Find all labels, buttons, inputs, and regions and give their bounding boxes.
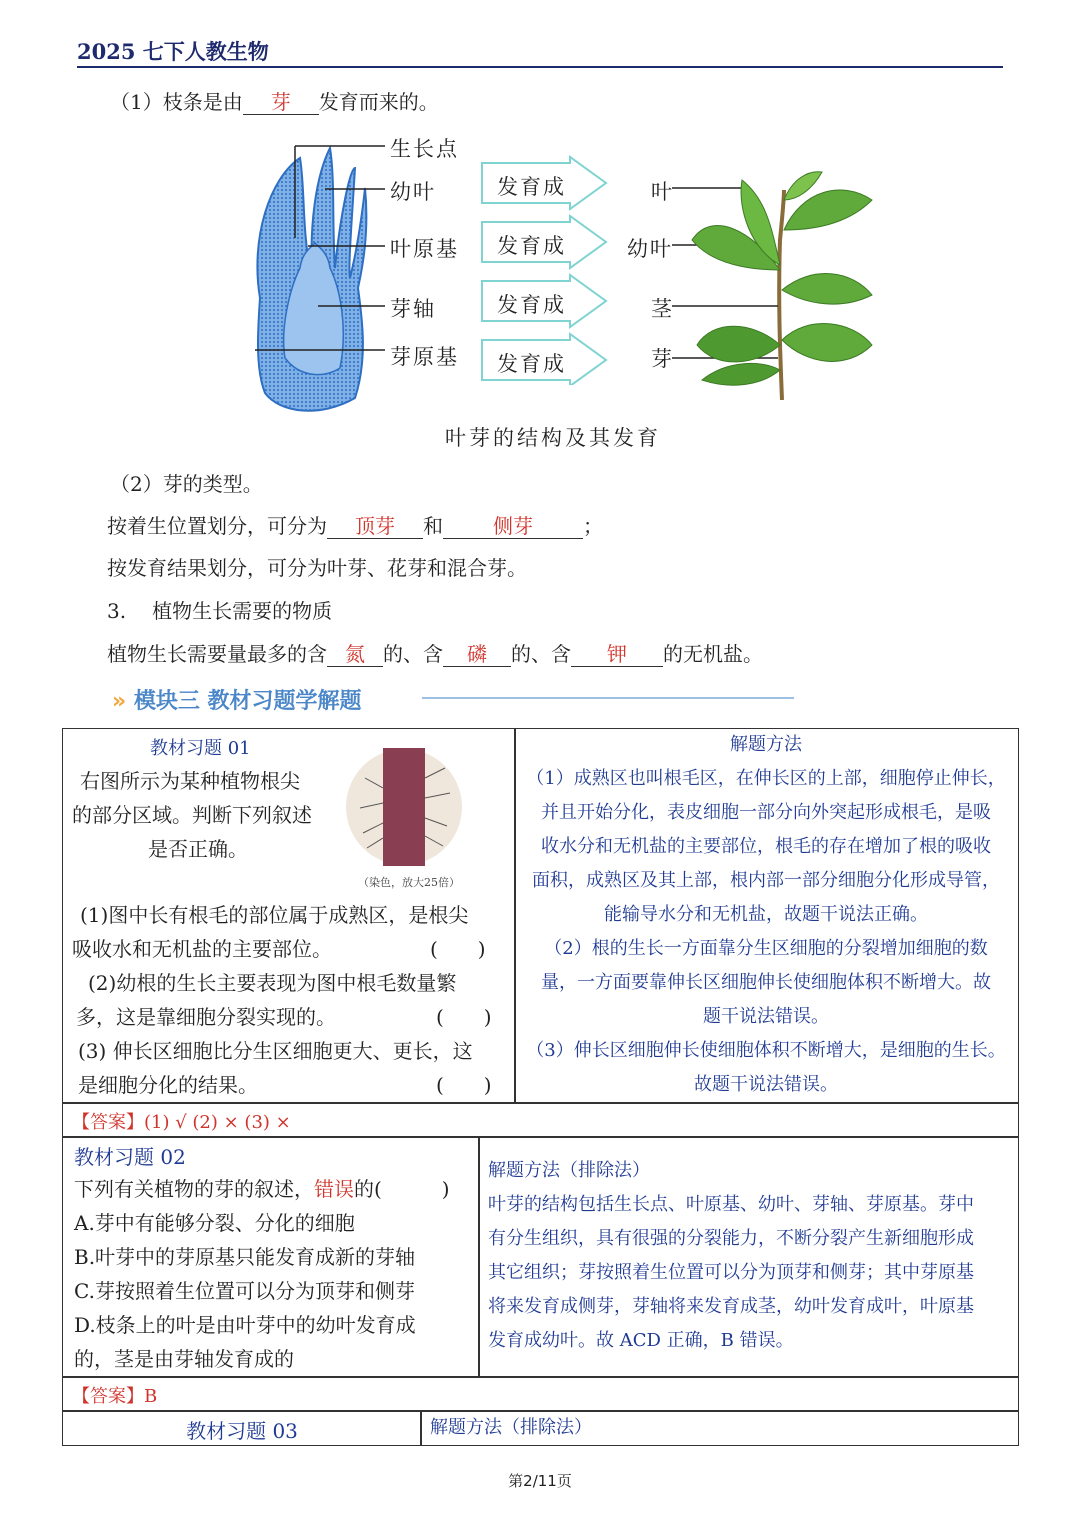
ex2-method-line-4: 将来发育成侧芽，芽轴将来发育成茎，幼叶发育成叶，叶原基	[488, 1296, 974, 1317]
section3-line	[107, 638, 763, 667]
ex1-method-line-4: 面积，成熟区及其上部，根内部一部分细胞分化形成导管，	[532, 870, 1000, 891]
ex1-bracket-2: ( )	[436, 1005, 492, 1029]
q1-suffix: 发育而来的。	[318, 90, 439, 114]
ex1-method-title: 解题方法	[730, 734, 802, 755]
ex2-option-c: C.芽按照着生位置可以分为顶芽和侧芽	[74, 1279, 415, 1303]
leafy-branch-image	[672, 170, 882, 400]
ex2-stem-emphasis: 错误	[314, 1177, 354, 1201]
ex3-title: 教材习题 03	[186, 1419, 298, 1443]
arrow-label-2: 发育成	[497, 234, 566, 258]
ex2-option-d1: D.枝条上的叶是由叶芽中的幼叶发育成	[74, 1313, 416, 1337]
ex2-method-line-3: 其它组织；芽按照着生位置可以分为顶芽和侧芽；其中芽原基	[488, 1262, 974, 1283]
module-heading	[112, 684, 362, 715]
s2-prefix: 按着生位置划分，可分为	[107, 514, 327, 538]
s3-title: 植物生长需要的物质	[152, 599, 333, 623]
module-title: 模块三 教材习题学解题	[133, 689, 362, 714]
ex1-title: 教材习题 01	[150, 738, 251, 759]
section3-title	[107, 595, 332, 624]
ex1-bracket-1: ( )	[430, 937, 486, 961]
ex2-method-title: 解题方法（排除法）	[488, 1160, 650, 1181]
ex1-statement-3a: (3) 伸长区细胞比分生区细胞更大、更长，这	[78, 1039, 473, 1063]
ex2-stem-suffix: 的( )	[354, 1177, 450, 1201]
ex2-stem	[74, 1172, 450, 1206]
ex1-statement-1b: 吸收水和无机盐的主要部位。	[72, 937, 332, 961]
ex2-stem-prefix: 下列有关植物的芽的叙述，	[74, 1177, 314, 1201]
ex2-option-a: A.芽中有能够分裂、分化的细胞	[74, 1211, 355, 1235]
answer-potassium: 钾	[571, 642, 663, 667]
answer-terminal-bud: 顶芽	[327, 514, 423, 539]
section2-line1	[107, 510, 603, 539]
root-tip-caption: （染色，放大25倍）	[358, 876, 460, 889]
section2-line2: 按发育结果划分，可分为叶芽、花芽和混合芽。	[107, 556, 527, 580]
ex1-method-line-9: （3）伸长区细胞伸长使细胞体积不断增大，是细胞的生长。	[526, 1040, 1006, 1061]
ex1-method-line-5: 能输导水分和无机盐，故题干说法正确。	[604, 904, 928, 925]
question-1	[110, 86, 439, 115]
module-rule	[422, 697, 794, 699]
ex1-intro-2: 的部分区域。判断下列叙述	[72, 803, 312, 827]
ex1-bracket-3: ( )	[436, 1073, 492, 1097]
answer-phosphorus: 磷	[443, 642, 511, 667]
ex1-method-line-8: 题干说法错误。	[703, 1006, 829, 1027]
ex1-statement-3b: 是细胞分化的结果。	[78, 1073, 258, 1097]
section2-title: （2）芽的类型。	[110, 472, 263, 496]
ex1-intro-3: 是否正确。	[148, 837, 248, 861]
ex1-intro-1: 右图所示为某种植物根尖	[80, 769, 300, 793]
ex3-method-title: 解题方法（排除法）	[430, 1417, 592, 1438]
s3-mid2: 的、含	[511, 642, 571, 666]
ex2-method-line-5: 发育成幼叶。故 ACD 正确，B 错误。	[488, 1330, 794, 1351]
ex1-method-line-2: 并且开始分化，表皮细胞一部分向外突起形成根毛，是吸	[541, 802, 991, 823]
q1-prefix: （1）枝条是由	[110, 90, 243, 114]
result-young-leaf: 幼叶	[627, 237, 673, 261]
ex2-title: 教材习题 02	[74, 1145, 186, 1169]
ex1-method-line-10: 故题干说法错误。	[694, 1074, 838, 1095]
root-tip-photo	[345, 748, 463, 866]
label-bud-axis: 芽轴	[390, 297, 436, 321]
double-chevron-icon: »	[112, 689, 127, 714]
page-header-title: 2025 七下人教生物	[77, 39, 269, 64]
s2-end: ；	[583, 514, 603, 538]
ex1-answer: 【答案】(1) √ (2) × (3) ×	[72, 1112, 291, 1133]
label-leaf-primordium: 叶原基	[390, 237, 459, 261]
ex1-method-line-6: （2）根的生长一方面靠分生区细胞的分裂增加细胞的数	[544, 938, 988, 959]
page-number: 第2/11页	[508, 1472, 572, 1490]
header-rule	[77, 66, 1003, 68]
ex2-answer-cell	[62, 1376, 1019, 1412]
ex1-method-line-7: 量，一方面要靠伸长区细胞伸长使细胞体积不断增大。故	[541, 972, 991, 993]
label-young-leaf: 幼叶	[390, 180, 436, 204]
s3-mid1: 的、含	[383, 642, 443, 666]
ex1-method-line-3: 收水分和无机盐的主要部位，根毛的存在增加了根的吸收	[541, 836, 991, 857]
label-growing-point: 生长点	[390, 137, 459, 161]
ex2-option-b: B.叶芽中的芽原基只能发育成新的芽轴	[74, 1245, 416, 1269]
result-bud: 芽	[651, 347, 674, 371]
arrow-label-1: 发育成	[497, 175, 566, 199]
ex1-statement-2a: (2)幼根的生长主要表现为图中根毛数量繁	[88, 971, 457, 995]
answer-lateral-bud: 侧芽	[443, 514, 583, 539]
result-leaf: 叶	[651, 180, 674, 204]
q1-answer: 芽	[243, 90, 319, 115]
label-bud-primordium: 芽原基	[390, 345, 459, 369]
ex1-statement-2b: 多，这是靠细胞分裂实现的。	[76, 1005, 336, 1029]
s2-mid: 和	[423, 514, 443, 538]
ex2-answer: 【答案】B	[72, 1386, 158, 1407]
ex1-method-line-1: （1）成熟区也叫根毛区，在伸长区的上部，细胞停止伸长，	[526, 768, 1006, 789]
result-stem: 茎	[651, 297, 674, 321]
s3-prefix: 植物生长需要量最多的含	[107, 642, 327, 666]
ex2-option-d2: 的，茎是由芽轴发育成的	[74, 1347, 294, 1371]
answer-nitrogen: 氮	[327, 642, 383, 667]
s3-end: 的无机盐。	[663, 642, 763, 666]
arrow-label-3: 发育成	[497, 293, 566, 317]
arrow-label-4: 发育成	[497, 352, 566, 376]
s3-number: 3.	[107, 599, 127, 623]
ex1-statement-1a: (1)图中长有根毛的部位属于成熟区，是根尖	[80, 903, 469, 927]
ex2-method-line-1: 叶芽的结构包括生长点、叶原基、幼叶、芽轴、芽原基。芽中	[488, 1194, 974, 1215]
ex2-method-line-2: 有分生组织，具有很强的分裂能力，不断分裂产生新细胞形成	[488, 1228, 974, 1249]
diagram-caption: 叶芽的结构及其发育	[445, 426, 661, 450]
